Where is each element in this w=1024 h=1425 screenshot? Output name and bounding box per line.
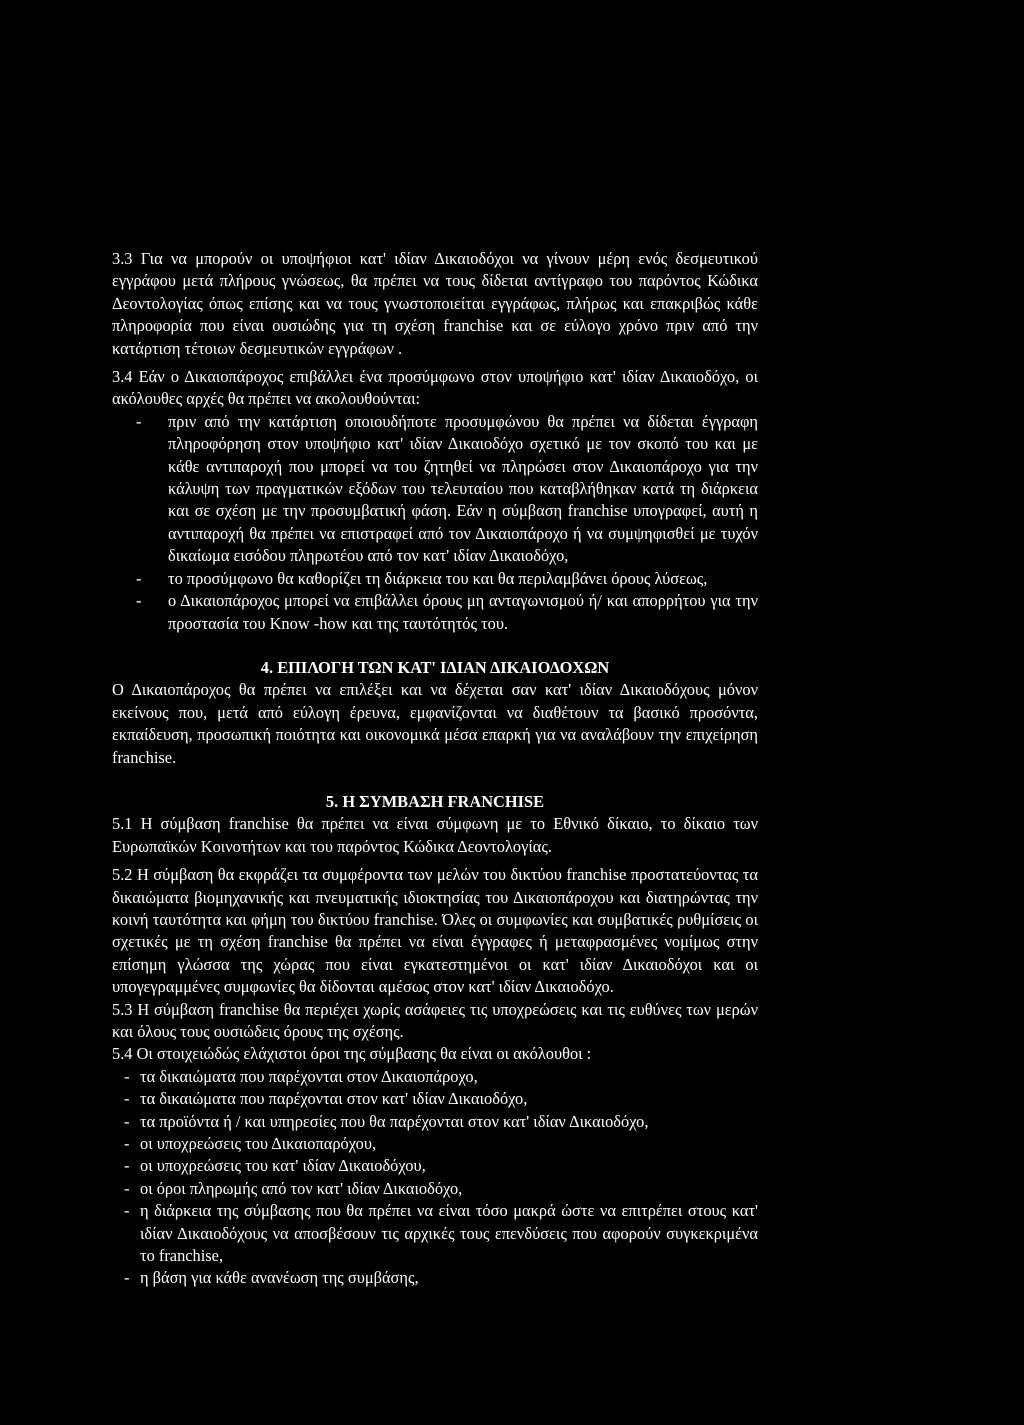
section-3-4-list	[112, 411, 758, 635]
document-body	[112, 248, 758, 1290]
list-item: - οι υποχρεώσεις του Δικαιοπαρόχου,	[124, 1134, 377, 1154]
list-item: - ο Δικαιοπάροχος μπορεί να επιβάλλει όρους μη ανταγωνισμού ή/ και απορρήτου για την προστασία του Know -how και της ταυτότητός του.	[136, 591, 758, 633]
list-item: - η διάρκεια της σύμβασης που θα πρέπει να είναι τόσο μακρά ώστε να επιτρέπει στους κατ' ιδίαν Δικαιοδόχους να αποσβέσουν τις αρχικές τους επενδύσεις που αφορούν συγκεκριμένα το franchise,	[124, 1201, 758, 1266]
section-4-text: Ο Δικαιοπάροχος θα πρέπει να επιλέξει και να δέχεται σαν κατ' ιδίαν Δικαιοδόχους μόνον εκείνους που, μετά από εύλογη έρευνα, εμφανίζονται να διαθέτουν τα βασικό προσόντα, εκπαίδευση, προσωπική ποιότητα και οικονομικά μέσα επαρκή για να αναλάβουν την επιχείρηση franchise.	[112, 680, 758, 767]
section-5-1: 5.1 Η σύμβαση franchise θα πρέπει να είναι σύμφωνη με το Εθνικό δίκαιο, το δίκαιο των Ευρωπαϊκών Κοινοτήτων και του παρόντος Κώδικα Δεοντολογίας.	[112, 814, 758, 856]
list-item: - πριν από την κατάρτιση οποιουδήποτε προσυμφώνου θα πρέπει να δίδεται έγγραφη πληροφόρηση στον υποψήφιο κατ' ιδίαν Δικαιοδόχο σχετικό με τον σκοπό του και με κάθε αντιπαροχή που μπορεί να του ζητηθεί να πληρώσει στον Δικαιοπάροχο για την κάλυψη των πραγματικών εξόδων του τελευταίου που καταβλήθηκαν κατά τη διάρκεια και σε σχέση με την προσυμβατική φάση. Εάν η σύμβαση franchise υπογραφεί, αυτή η αντιπαροχή θα πρέπει να επιστραφεί από τον Δικαιοπάροχο ή να συμψηφισθεί με τυχόν δικαίωμα εισόδου πληρωτέου από τον κατ' ιδίαν Δικαιοδόχο,	[136, 411, 758, 566]
heading-5: 5. Η ΣΥΜΒΑΣΗ FRANCHISE	[325, 791, 545, 811]
list-item: - το προσύμφωνο θα καθορίζει τη διάρκεια του και θα περιλαμβάνει όρους λύσεως,	[136, 568, 708, 588]
section-5-2: 5.2 Η σύμβαση θα εκφράζει τα συμφέροντα των μελών του δικτύου franchise προστατεύοντας τα δικαιώματα βιομηχανικής και πνευματικής ιδιοκτησίας του Δικαιοπάροχου και διατηρώντας την κοινή ταυτότητα και φήμη του δικτύου franchise. Όλες οι συμφωνίες και συμβατικές ρυθμίσεις οι σχετικές με τη σχέση franchise θα πρέπει να είναι έγγραφες ή μεταφρασμένες νομίμως στην επίσημη γλώσσα της χώρας που είναι εγκατεστημένοι οι κατ' ιδίαν Δικαιοδόχοι και οι υπογεγραμμένες συμφωνίες θα δίδονται αμέσως στον κατ' ιδίαν Δικαιοδόχο.	[112, 865, 758, 997]
heading-4: 4. ΕΠΙΛΟΓΗ ΤΩΝ ΚΑΤ' ΙΔΙΑΝ ΔΙΚΑΙΟΔΟΧΩΝ	[260, 657, 610, 677]
section-5-4-intro: 5.4 Οι στοιχειώδώς ελάχιστοι όροι της σύμβασης θα είναι οι ακόλουθοι :	[112, 1044, 592, 1064]
list-item: - τα δικαιώματα που παρέχονται στον κατ' ιδίαν Δικαιοδόχο,	[124, 1089, 528, 1109]
section-3-4-intro: 3.4 Εάν ο Δικαιοπάροχος επιβάλλει ένα προσύμφωνο στον υποψήφιο κατ' ιδίαν Δικαιοδόχο, οι ακόλουθες αρχές θα πρέπει να ακολουθούνται:	[112, 367, 758, 409]
list-item: - τα προϊόντα ή / και υπηρεσίες που θα παρέχονται στον κατ' ιδίαν Δικαιοδόχο,	[124, 1111, 649, 1131]
list-item: - η βάση για κάθε ανανέωση της συμβάσης,	[124, 1268, 419, 1288]
list-item: - τα δικαιώματα που παρέχονται στον Δικαιοπάροχο,	[124, 1066, 478, 1086]
list-item: - οι όροι πληρωμής από τον κατ' ιδίαν Δικαιοδόχο,	[124, 1178, 463, 1198]
section-5-4-list	[112, 1066, 758, 1290]
section-5-3: 5.3 Η σύμβαση franchise θα περιέχει χωρίς ασάφειες τις υποχρεώσεις και τις ευθύνες των μερών και όλους τους ουσιώδεις όρους της σχέσης.	[112, 999, 758, 1041]
list-item: - οι υποχρεώσεις του κατ' ιδίαν Δικαιοδόχου,	[124, 1156, 426, 1176]
section-3-3: 3.3 Για να μπορούν οι υποψήφιοι κατ' ιδίαν Δικαιοδόχοι να γίνουν μέρη ενός δεσμευτικού εγγράφου μετά πλήρους γνώσεως, θα πρέπει να τους δίδεται αντίγραφο του παρόντος Κώδικα Δεοντολογίας όπως επίσης και να τους γνωστοποιείται εγγράφως, πλήρως και επακριβώς κάθε πληροφορία που είναι ουσιώδης για τη σχέση franchise και σε εύλογο χρόνο πριν από την κατάρτιση τέτοιων δεσμευτικών εγγράφων .	[112, 249, 758, 358]
